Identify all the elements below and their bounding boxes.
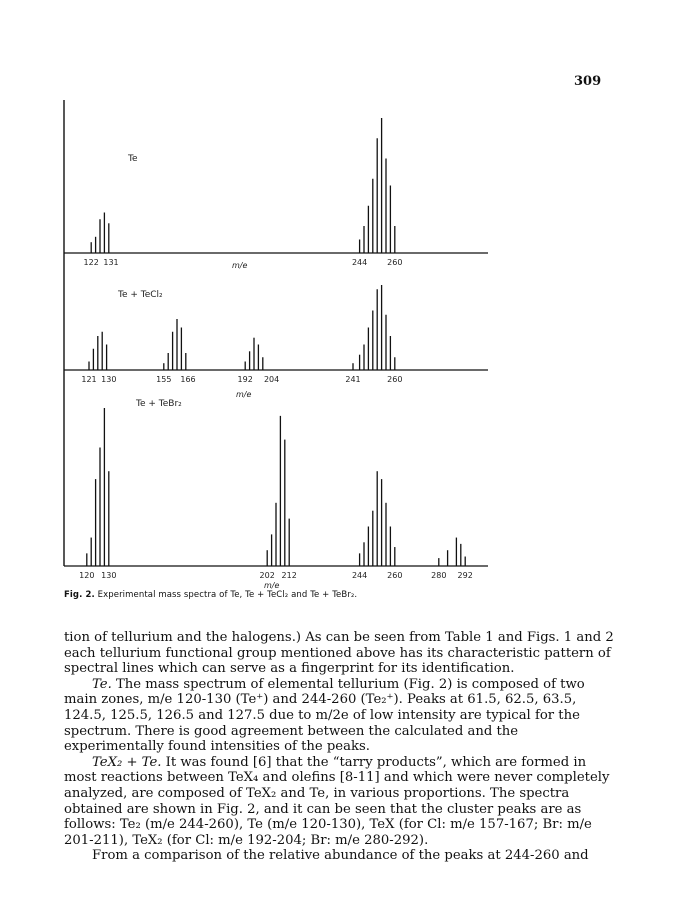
paragraph-3-lead: TeX₂ + Te. [92,754,162,770]
page-number: 309 [574,74,602,89]
panel-3-tick-label: 212 [281,571,297,580]
panel-2-tick-label: 241 [345,375,361,384]
paragraph-3-body: It was found [6] that the “tarry products”, which are formed in most reactions between TeX₄ and olefins [8-11] and which were never completely analyzed, are composed of TeX₂ and Te, in various proportions. The spectra obtained are shown in Fig. 2, and it can be seen that the cluster peaks are as follows: Te₂ (m/e 244-260), Te (m/e 120-130), TeX (for Cl: m/e 157-167; Br: m/e 201-211), TeX₂ (for Cl: m/e 192-204; Br: m/e 280-292). [64,754,610,848]
panel-3-tick-label: 260 [387,571,403,580]
paragraph-1: tion of tellurium and the halogens.) As can be seen from Table 1 and Figs. 1 and 2 each tellurium functional group mentioned above has its characteristic pattern of spectral lines which can serve as a fingerprint for its identification. [64,630,614,677]
panel-1-tick-label: 260 [387,258,403,267]
panel-2-tick-label: 260 [387,375,403,384]
panel-2-tick-label: 130 [101,375,117,384]
panel-1-title: Te [128,154,138,164]
panel-3-tick-label: 292 [457,571,473,580]
panel-3-tick-label: 280 [431,571,447,580]
panel-1-xlabel: m/e [232,261,248,270]
paragraph-2-lead: Te. [92,676,112,692]
panel-3-tick-label: 130 [101,571,117,580]
panel-2-xlabel: m/e [236,390,252,399]
paragraph-3 [64,755,620,849]
panel-2-tick-label: 192 [237,375,253,384]
panel-1-tick-label: 122 [83,258,99,267]
panel-2-tick-label: 166 [180,375,196,384]
figure-caption-label: Fig. 2. [64,590,95,600]
figure-caption [64,590,357,600]
panel-2-tick-label: 121 [81,375,97,384]
paragraph-4: From a comparison of the relative abundance of the peaks at 244-260 and [92,848,589,864]
panel-3-tick-label: 202 [259,571,275,580]
panel-2-tick-label: 204 [263,375,280,384]
panel-3-tick-label: 120 [79,571,95,580]
panel-3-tick-label: 244 [351,571,368,580]
panel-1-tick-label: 131 [103,258,119,267]
panel-2-tick-label: 155 [156,375,172,384]
panel-2-title: Te + TeCl₂ [118,290,163,300]
panel-1-tick-label: 244 [351,258,368,267]
body-text [64,630,620,864]
paragraph-2 [64,677,620,755]
paragraph-2-body: The mass spectrum of elemental tellurium (Fig. 2) is composed of two main zones, m/e 120-130 (Te⁺) and 244-260 (Te₂⁺). Peaks at 61.5, 62.5, 63.5, 124.5, 125.5, 126.5 and 127.5 due to m/2e of low intensity are typical for the spectrum. There is good agreement between the calculated and the experimentally found intensities of the peaks. [64,676,585,755]
panel-3-title: Te + TeBr₂ [136,399,182,409]
panel-3-xlabel: m/e [264,581,280,590]
figure-caption-text: Experimental mass spectra of Te, Te + TeCl₂ and Te + TeBr₂. [97,590,358,600]
